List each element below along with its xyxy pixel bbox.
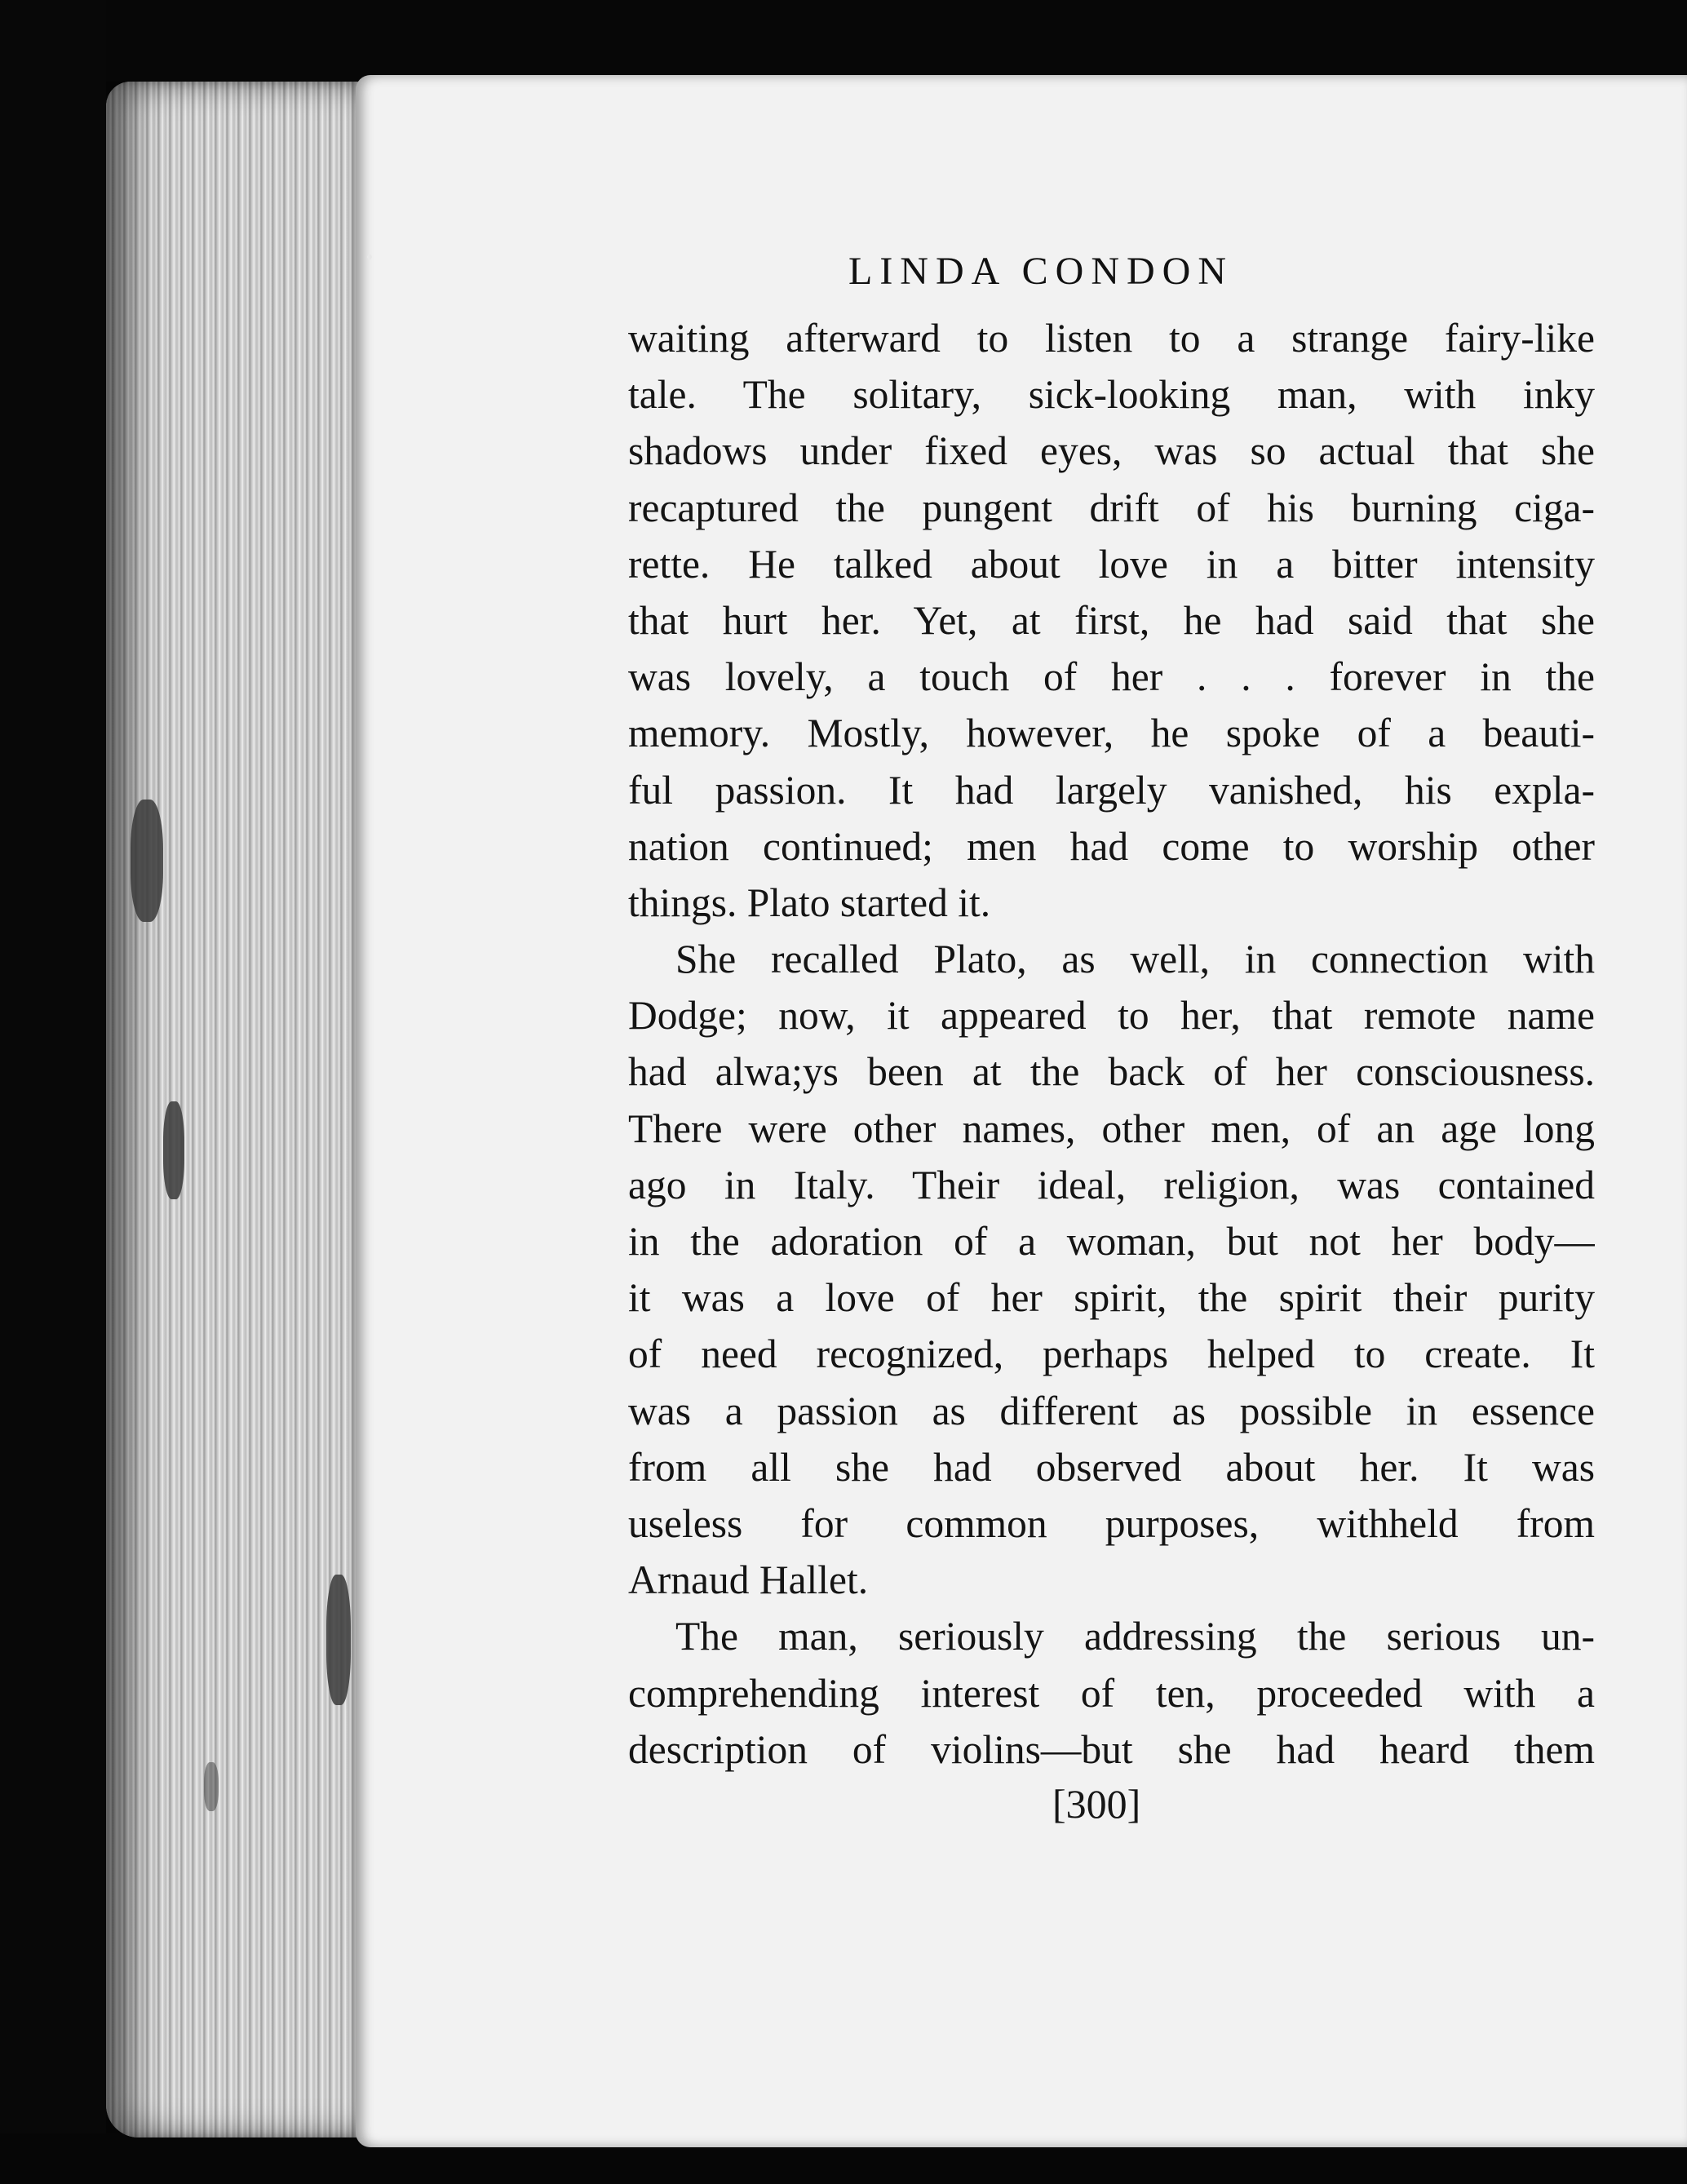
text-line: tale. The solitary, sick-looking man, with inky bbox=[628, 372, 1595, 418]
text-line: memory. Mostly, however, he spoke of a beauti- bbox=[628, 711, 1595, 756]
text-line: The man, seriously addressing the serious un- bbox=[675, 1614, 1595, 1659]
scan-left-border bbox=[0, 0, 106, 2184]
text-line: ful passion. It had largely vanished, his expla- bbox=[628, 767, 1595, 813]
text-line: She recalled Plato, as well, in connection with bbox=[675, 937, 1595, 982]
running-head: LINDA CONDON bbox=[848, 250, 1233, 293]
text-line: Dodge; now, it appeared to her, that remote name bbox=[628, 993, 1595, 1039]
text-line: description of violins—but she had heard them bbox=[628, 1726, 1595, 1772]
text-line: was lovely, a touch of her . . . forever in the bbox=[628, 654, 1595, 700]
text-line: comprehending interest of ten, proceeded with a bbox=[628, 1670, 1595, 1716]
text-line: waiting afterward to listen to a strange fairy-like bbox=[628, 316, 1595, 361]
text-line: it was a love of her spirit, the spirit their purity bbox=[628, 1275, 1595, 1321]
text-line: ago in Italy. Their ideal, religion, was contained bbox=[628, 1162, 1595, 1207]
text-line: from all she had observed about her. It was bbox=[628, 1444, 1595, 1490]
text-line: that hurt her. Yet, at first, he had said that she bbox=[628, 597, 1595, 643]
text-line: rette. He talked about love in a bitter intensity bbox=[628, 541, 1595, 587]
text-line: in the adoration of a woman, but not her body— bbox=[628, 1219, 1595, 1264]
text-line: of need recognized, perhaps helped to create. It bbox=[628, 1331, 1595, 1377]
text-line: had alwa;ys been at the back of her consciousness. bbox=[628, 1049, 1595, 1095]
text-line: was a passion as different as possible in essence bbox=[628, 1388, 1595, 1433]
text-line: recaptured the pungent drift of his burning ciga- bbox=[628, 485, 1595, 530]
book-page-edges bbox=[106, 82, 359, 2137]
text-line: Arnaud Hallet. bbox=[628, 1557, 869, 1603]
text-line: shadows under fixed eyes, was so actual that she bbox=[628, 428, 1595, 474]
text-line: useless for common purposes, withheld from bbox=[628, 1500, 1595, 1546]
scan-top-border bbox=[0, 0, 1687, 82]
text-line: nation continued; men had come to worship other bbox=[628, 823, 1595, 869]
body-text bbox=[628, 310, 1595, 1778]
page-number: [300] bbox=[1052, 1781, 1141, 1827]
text-line: things. Plato started it. bbox=[628, 879, 991, 925]
text-line: There were other names, other men, of an age long bbox=[628, 1105, 1595, 1151]
